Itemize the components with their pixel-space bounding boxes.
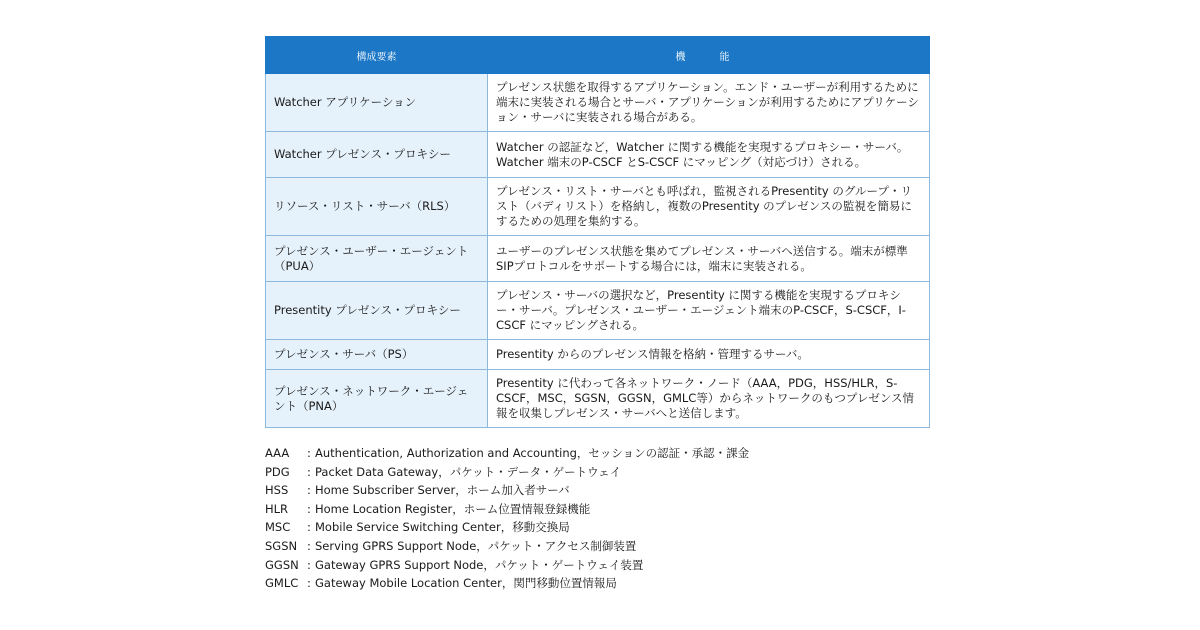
list-item: PDG : Packet Data Gateway，パケット・データ・ゲートウェイ bbox=[265, 463, 929, 482]
table-row bbox=[266, 178, 930, 236]
function-cell: Presentity に代わって各ネットワーク・ノード（AAA，PDG，HSS/HLR，S-CSCF，MSC，SGSN，GGSN，GMLC等）からネットワークのもつプレゼンス情報を収集しプレゼンス・サーバへと送信します。 bbox=[488, 370, 930, 428]
abbreviation-list bbox=[265, 444, 929, 593]
table-row bbox=[266, 74, 930, 132]
component-cell: Presentity プレゼンス・プロキシー bbox=[266, 282, 488, 340]
abbreviation-key: HLR bbox=[265, 501, 289, 516]
abbreviation-text: Authentication, Authorization and Accounting，セッションの認証・承認・課金 bbox=[315, 446, 750, 460]
table-header-row bbox=[266, 37, 930, 74]
function-cell: プレゼンス状態を取得するアプリケーション。エンド・ユーザーが利用するために端末に実装される場合とサーバ・アプリケーションが利用するためにアプリケーション・サーバに実装される場合がある。 bbox=[488, 74, 930, 132]
table-row bbox=[266, 282, 930, 340]
abbreviation-key: GGSN bbox=[265, 557, 299, 572]
component-cell: リソース・リスト・サーバ（RLS） bbox=[266, 178, 488, 236]
table-row bbox=[266, 340, 930, 370]
list-item: HSS : Home Subscriber Server，ホーム加入者サーバ bbox=[265, 481, 929, 500]
list-item: GGSN : Gateway GPRS Support Node，パケット・ゲートウェイ装置 bbox=[265, 556, 929, 575]
abbreviation-text: Home Subscriber Server，ホーム加入者サーバ bbox=[315, 483, 570, 498]
component-cell: プレゼンス・サーバ（PS） bbox=[266, 340, 488, 370]
abbreviation-text: Serving GPRS Support Node，パケット・アクセス制御装置 bbox=[315, 538, 637, 553]
list-item: GMLC : Gateway Mobile Location Center，関門移動位置情報局 bbox=[265, 574, 929, 593]
header-function: 機 能 bbox=[488, 37, 930, 74]
abbreviation-key: PDG bbox=[265, 464, 290, 479]
abbreviation-key: HSS bbox=[265, 483, 289, 498]
function-cell: プレゼンス・リスト・サーバとも呼ばれ，監視されるPresentity のグループ・リスト（バディリスト）を格納し，複数のPresentity のプレゼンスの監視を簡易にするための処理を集約する。 bbox=[488, 178, 930, 236]
abbreviation-text: Packet Data Gateway，パケット・データ・ゲートウェイ bbox=[315, 464, 622, 479]
abbreviation-text: Gateway Mobile Location Center，関門移動位置情報局 bbox=[315, 576, 617, 591]
document bbox=[265, 36, 929, 593]
abbreviation-text: Mobile Service Switching Center，移動交換局 bbox=[315, 520, 570, 535]
function-cell: Presentity からのプレゼンス情報を格納・管理するサーバ。 bbox=[488, 340, 930, 370]
list-item: AAA : Authentication, Authorization and Accounting，セッションの認証・承認・課金 bbox=[265, 444, 929, 463]
abbreviation-text: Home Location Register，ホーム位置情報登録機能 bbox=[315, 501, 591, 516]
table-row bbox=[266, 132, 930, 178]
function-cell: Watcher の認証など，Watcher に関する機能を実現するプロキシー・サーバ。Watcher 端末のP-CSCF とS-CSCF にマッピング（対応づけ）される。 bbox=[488, 132, 930, 178]
function-cell: プレゼンス・サーバの選択など，Presentity に関する機能を実現するプロキシー・サーバ。プレゼンス・ユーザー・エージェント端末のP-CSCF，S-CSCF，I-CSCF にマッピングされる。 bbox=[488, 282, 930, 340]
abbreviation-text: Gateway GPRS Support Node，パケット・ゲートウェイ装置 bbox=[315, 557, 644, 572]
list-item: HLR : Home Location Register，ホーム位置情報登録機能 bbox=[265, 500, 929, 519]
list-item: MSC : Mobile Service Switching Center，移動交換局 bbox=[265, 518, 929, 537]
component-cell: プレゼンス・ネットワーク・エージェント（PNA） bbox=[266, 370, 488, 428]
component-cell: Watcher プレゼンス・プロキシー bbox=[266, 132, 488, 178]
abbreviation-key: MSC bbox=[265, 520, 291, 535]
table-row bbox=[266, 236, 930, 282]
abbreviation-key: SGSN bbox=[265, 538, 298, 553]
list-item: SGSN : Serving GPRS Support Node，パケット・アクセス制御装置 bbox=[265, 537, 929, 556]
abbreviation-key: AAA bbox=[265, 446, 290, 460]
component-cell: プレゼンス・ユーザー・エージェント（PUA） bbox=[266, 236, 488, 282]
abbreviation-key: GMLC bbox=[265, 576, 299, 591]
table-row bbox=[266, 370, 930, 428]
component-cell: Watcher アプリケーション bbox=[266, 74, 488, 132]
components-table bbox=[265, 36, 930, 428]
header-component: 構成要素 bbox=[266, 37, 488, 74]
function-cell: ユーザーのプレゼンス状態を集めてプレゼンス・サーバへ送信する。端末が標準SIPプロトコルをサポートする場合には，端末に実装される。 bbox=[488, 236, 930, 282]
